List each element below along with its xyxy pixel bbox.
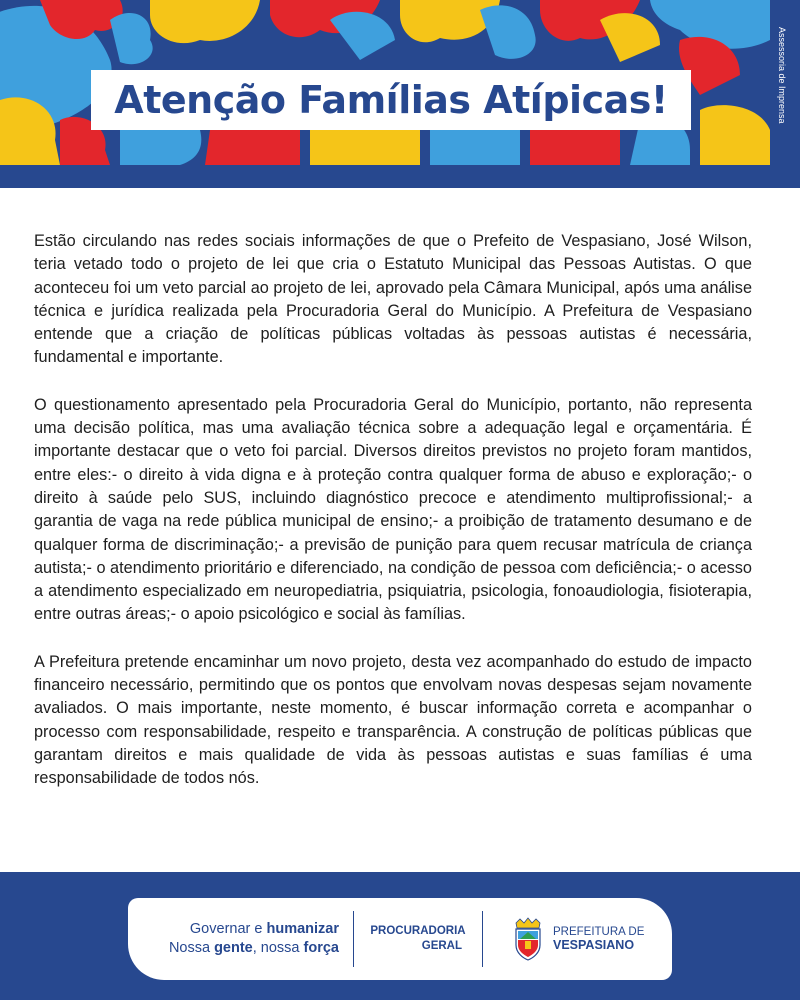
brand-text — [553, 926, 644, 952]
slogan-emphasis: humanizar — [266, 921, 339, 937]
side-credit — [770, 20, 794, 130]
slogan-text: Nossa — [168, 940, 215, 956]
brand-name: VESPASIANO — [553, 938, 635, 952]
page-title: Atenção Famílias Atípicas! — [114, 78, 668, 122]
header-banner — [0, 0, 800, 188]
slogan-emphasis: força — [303, 940, 339, 956]
brand-logo — [483, 917, 644, 961]
department-line: GERAL — [421, 940, 462, 952]
brand-line: PREFEITURA DE — [553, 926, 645, 938]
slogan-text: , nossa — [252, 940, 304, 956]
department-line: PROCURADORIA — [370, 925, 466, 937]
municipal-crest-icon — [511, 917, 545, 961]
department-label — [354, 924, 482, 954]
header-band — [0, 165, 800, 188]
slogan — [128, 920, 353, 958]
paragraph-3: A Prefeitura pretende encaminhar um novo projeto, desta vez acompanhado do estudo de impacto financeiro necessário, permitindo que os pontos que envolvam novas despesas sejam novamente avaliados. O mais importante, neste momento, é buscar informação correta e acompanhar o processo com responsabilidade, respeito e transparência. A construção de políticas públicas que garantam direitos e mais qualidade de vida às pessoas autistas e suas famílias é uma responsabilidade de todos nós. — [34, 652, 752, 788]
side-credit-text: Assessoria de Imprensa — [777, 26, 787, 124]
paragraph-2: O questionamento apresentado pela Procuradoria Geral do Município, portanto, não representa uma decisão política, mas uma avaliação técnica sobre a adequação legal e orçamentária. É importante destacar que o veto foi parcial. Diversos direitos previstos no projeto foram mantidos, entre eles:- o direito à vida digna e à proteção contra qualquer forma de abuso e exploração;- o direito à saúde pelo SUS, incluindo diagnóstico precoce e atendimento multiprofissional;- a garantia de vaga na rede pública municipal de ensino;- a proibição de tratamento desumano e de qualquer forma de discriminação;- a previsão de punição para quem recusar matrícula de criança autista;- o atendimento prioritário e diferenciado, na condição de pessoa com deficiência;- o acesso a atendimento especializado em neuropediatria, psiquiatria, psicologia, fonoaudiologia, fisioterapia, entre outras áreas;- o apoio psicológico e social às famílias. — [34, 395, 752, 624]
article-body — [34, 230, 752, 815]
title-box — [91, 70, 691, 130]
footer-card — [128, 898, 672, 980]
slogan-text: Governar e — [189, 921, 267, 937]
slogan-emphasis: gente — [214, 940, 253, 956]
paragraph-1: Estão circulando nas redes sociais informações de que o Prefeito de Vespasiano, José Wilson, teria vetado todo o projeto de lei que cria o Estatuto Municipal das Pessoas Autistas. O que aconteceu foi um veto parcial ao projeto de lei, aprovado pela Câmara Municipal, após uma análise técnica e jurídica realizada pela Procuradoria Geral do Município. A Prefeitura de Vespasiano entende que a criação de políticas públicas voltadas às pessoas autistas é necessária, fundamental e importante. — [34, 232, 752, 367]
